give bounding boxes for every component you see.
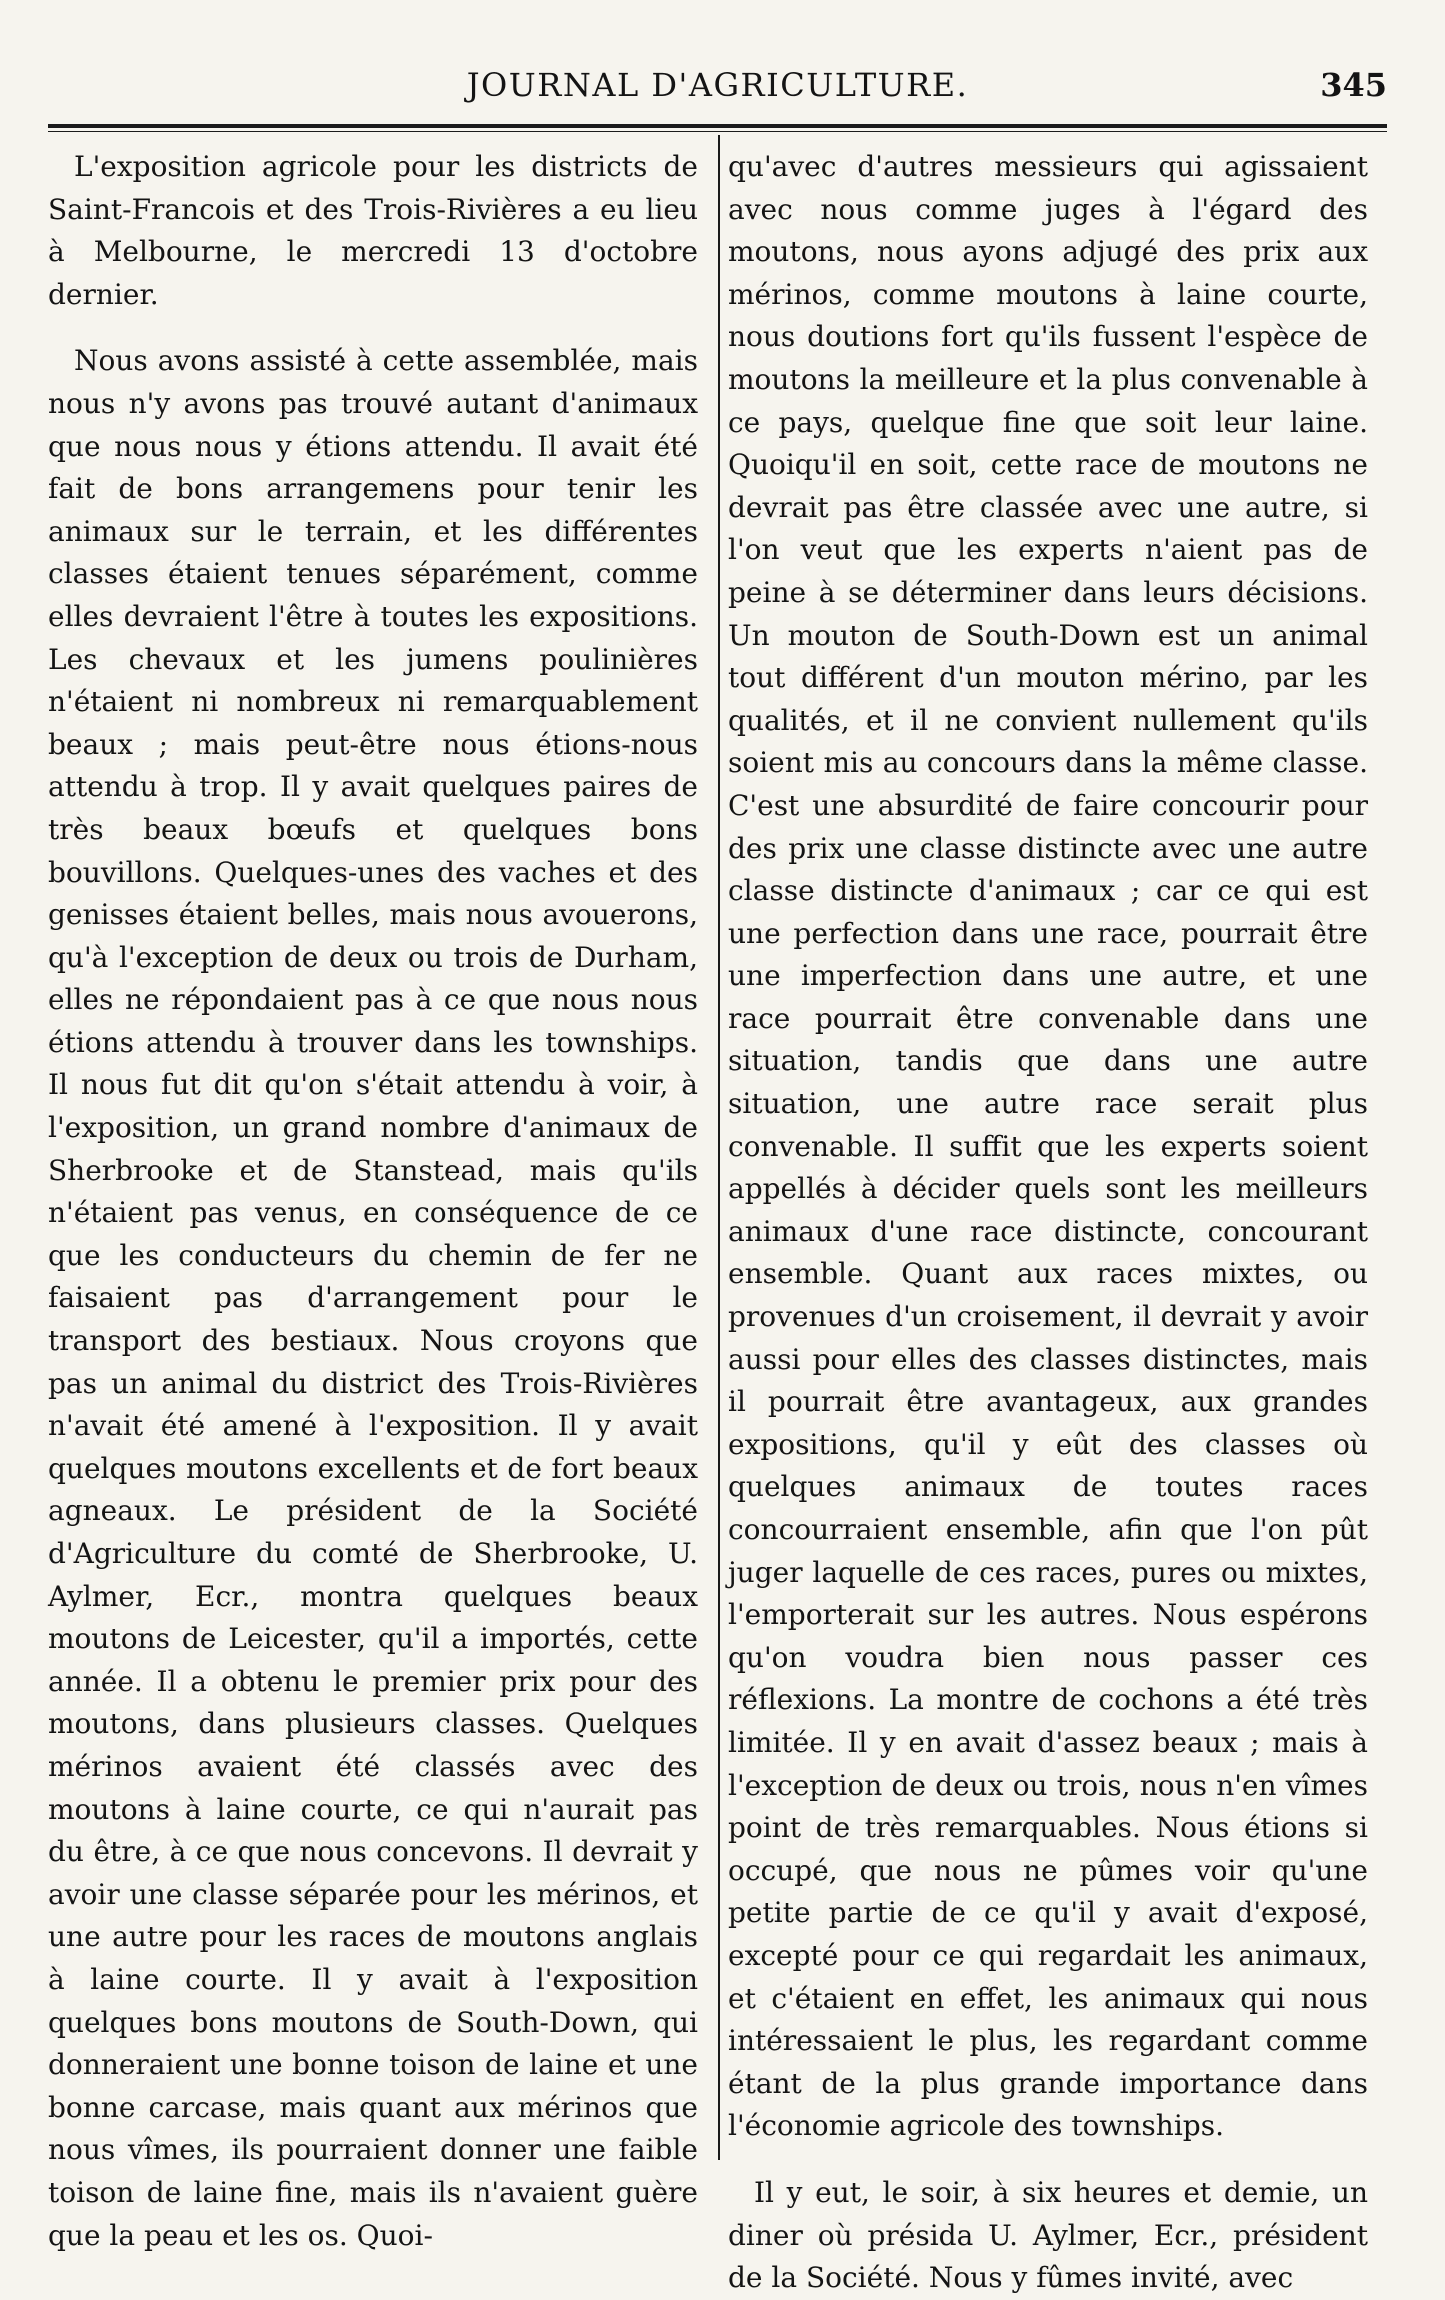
paragraph-dinner: Il y eut, le soir, à six heures et demie, un diner où présida U. Aylmer, Ecr., président de la Société. Nous y fûmes invité, avec [728, 2175, 1368, 2295]
page-number: 345 [1320, 66, 1387, 104]
column-divider [718, 135, 720, 2160]
journal-title: JOURNAL D'AGRICULTURE. [466, 66, 969, 104]
page-header [48, 62, 1387, 116]
right-column [728, 146, 1368, 2300]
paragraph-continued-report: qu'avec d'autres messieurs qui agissaient avec nous comme juges à l'égard des moutons, nous ayons adjugé des prix aux mérinos, comme moutons à laine courte, nous doutions fort qu'ils fussent l'espèce de moutons la meilleure et la plus convenable à ce pays, quelque fine que soit leur laine. Quoiqu'il en soit, cette race de moutons ne devrait pas être classée avec une autre, si l'on veut que les experts n'aient pas de peine à se déterminer dans leurs décisions. Un mouton de South-Down est un animal tout différent d'un mouton mérino, par les qualités, et il ne convient nullement qu'ils soient mis au concours dans la même classe. C'est une absurdité de faire concourir pour des prix une classe distincte avec une autre classe distincte d'animaux ; car ce qui est une perfection dans une race, pourrait être une imperfection dans une autre, et une race pourrait être convenable dans une situation, tandis que dans une autre situation, une autre race serait plus convenable. Il suffit que les experts soient appellés à décider quels sont les meilleurs animaux d'une race distincte, concourant ensemble. Quant aux races mixtes, ou provenues d'un croisement, il devrait y avoir aussi pour elles des classes distinctes, mais il pourrait être avantageux, aux grandes expositions, qu'il y eût des classes où quelques animaux de toutes races concourraient ensemble, afin que l'on pût juger laquelle de ces races, pures ou mixtes, l'emporterait sur les autres. Nous espérons qu'on voudra bien nous passer ces réflexions. La montre de cochons a été très limitée. Il y en avait d'assez beaux ; mais à l'exception de deux ou trois, nous n'en vîmes point de très remarquables. Nous étions si occupé, que nous ne pûmes voir qu'une petite partie de ce qu'il y avait d'exposé, excepté pour ce qui regardait les animaux, et c'étaient en effet, les animaux qui nous intéressaient le plus, les regardant comme étant de la plus grande importance dans l'économie agricole des townships. [728, 150, 1368, 2143]
paragraph-exhibition-report: Nous avons assisté à cette assemblée, mais nous n'y avons pas trouvé autant d'animaux que nous nous y étions attendu. Il avait été fait de bons arrangemens pour tenir les animaux sur le terrain, et les différentes classes étaient tenues séparément, comme elles devraient l'être à toutes les expositions. Les chevaux et les jumens poulinières n'étaient ni nombreux ni remarquablement beaux ; mais peut-être nous étions-nous attendu à trop. Il y avait quelques paires de très beaux bœufs et quelques bons bouvillons. Quelques-unes des vaches et des genisses étaient belles, mais nous avouerons, qu'à l'exception de deux ou trois de Durham, elles ne répondaient pas à ce que nous nous étions attendu à trouver dans les townships. Il nous fut dit qu'on s'était attendu à voir, à l'exposition, un grand nombre d'animaux de Sherbrooke et de Stanstead, mais qu'ils n'étaient pas venus, en conséquence de ce que les conducteurs du chemin de fer ne faisaient pas d'arrangement pour le transport des bestiaux. Nous croyons que pas un animal du district des Trois-Rivières n'avait été amené à l'exposition. Il y avait quelques moutons excellents et de fort beaux agneaux. Le président de la Société d'Agriculture du comté de Sherbrooke, U. Aylmer, Ecr., montra quelques beaux moutons de Leicester, qu'il a importés, cette année. Il a obtenu le premier prix pour des moutons, dans plusieurs classes. Quelques mérinos avaient été classés avec des moutons à laine courte, ce qui n'aurait pas du être, à ce que nous concevons. Il devrait y avoir une classe séparée pour les mérinos, et une autre pour les races de moutons anglais à laine courte. Il y avait à l'exposition quelques bons moutons de South-Down, qui donneraient une bonne toison de laine et une bonne carcase, mais quant aux mérinos que nous vîmes, ils pourraient donner une faible toison de laine fine, mais ils n'avaient guère que la peau et les os. Quoi- [48, 344, 698, 2252]
paragraph-exhibition-intro: L'exposition agricole pour les districts de Saint-Francois et des Trois-Rivières a eu lieu à Melbourne, le mercredi 13 d'octobre dernier. [48, 150, 698, 311]
header-rule-thick [48, 124, 1387, 128]
header-rule-thin [48, 131, 1387, 132]
left-column [48, 146, 698, 2257]
